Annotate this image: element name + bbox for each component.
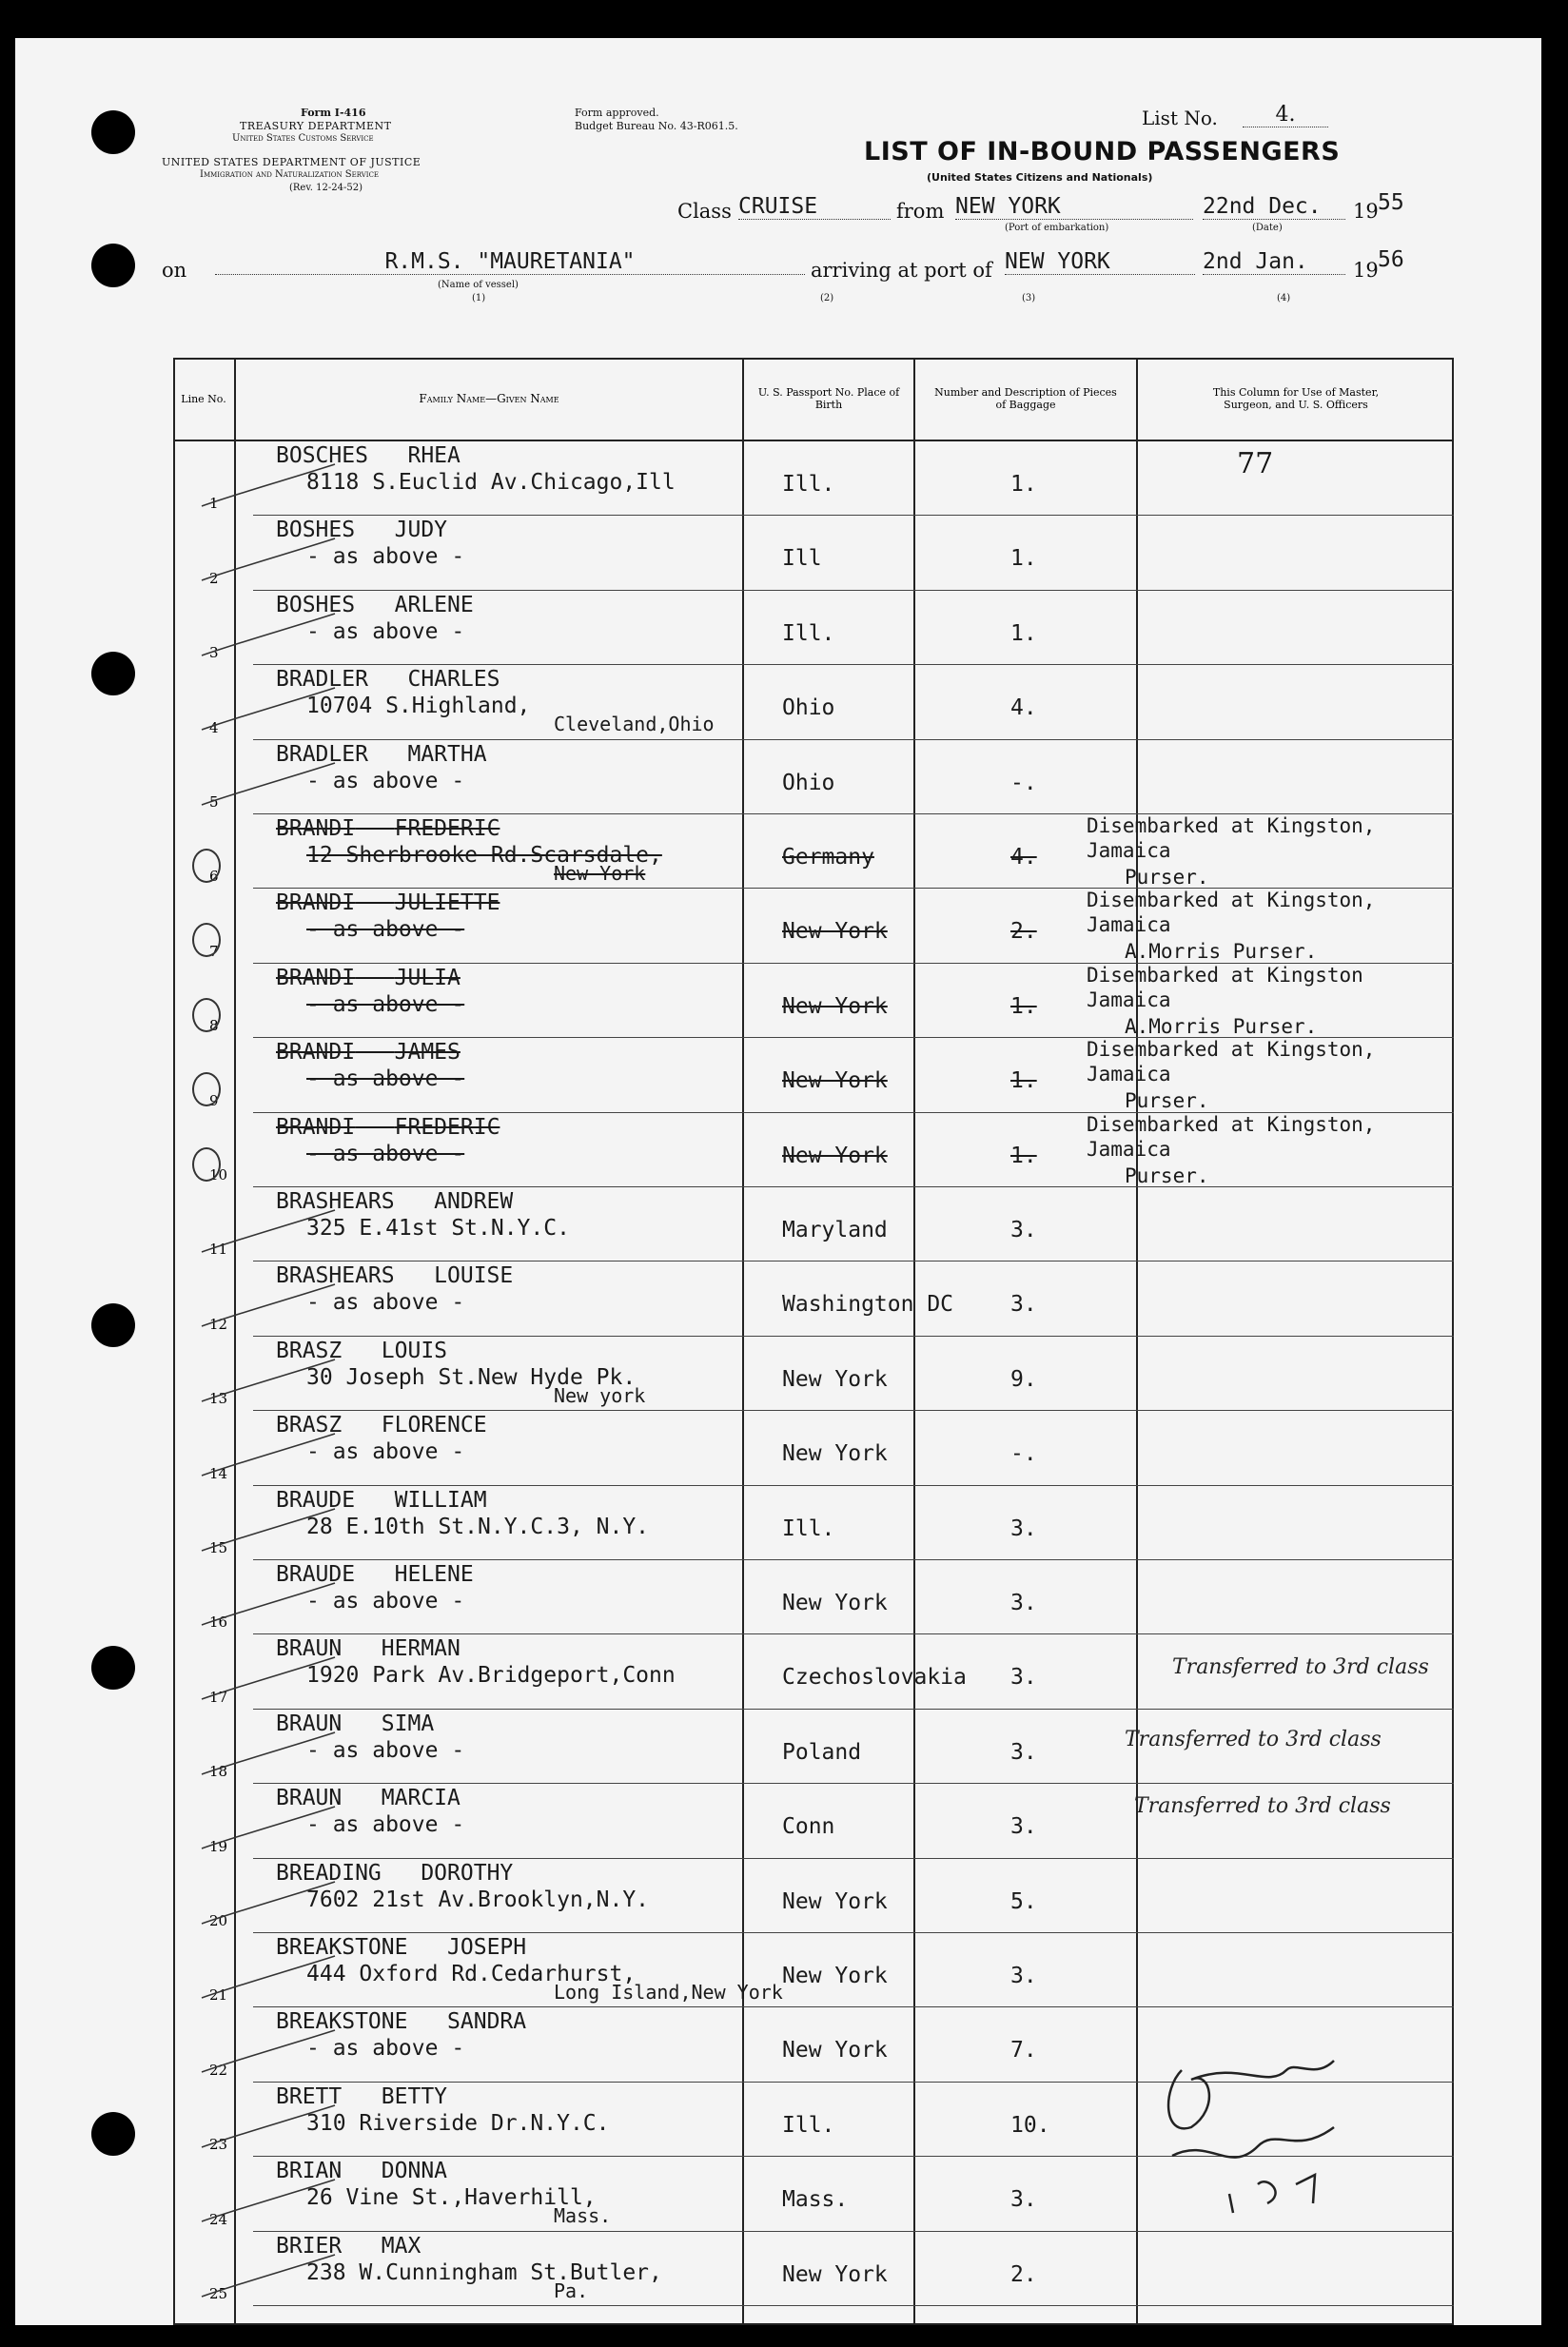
family-name: BRASHEARS — [276, 1263, 395, 1289]
family-name: BRANDI — [276, 890, 356, 916]
baggage-count: 1. — [1010, 620, 1037, 646]
baggage-count: 3. — [1010, 1964, 1037, 1988]
officer-note-2: Jamaica — [1087, 988, 1171, 1011]
header-line-no: Line No. — [181, 392, 226, 405]
given-name: MARTHA — [407, 741, 487, 767]
baggage-count: 1. — [1010, 993, 1037, 1019]
given-name: HELENE — [394, 1562, 474, 1587]
officer-note: Disembarked at Kingston, — [1087, 1112, 1376, 1136]
address-line: - as above - — [306, 991, 465, 1017]
circle-mark — [192, 998, 221, 1035]
officer-note-2: Jamaica — [1087, 839, 1171, 862]
passenger-table — [173, 358, 1454, 2325]
col-2-marker: (2) — [820, 293, 834, 303]
given-name: FREDERIC — [394, 816, 500, 841]
year-prefix-1: 19 — [1353, 200, 1379, 223]
officer-note: Disembarked at Kingston, — [1087, 814, 1376, 837]
line-number: 24 — [209, 2210, 228, 2228]
given-name: CHARLES — [407, 667, 500, 693]
vessel-name-label: (Name of vessel) — [438, 280, 519, 290]
given-name: JAMES — [394, 1040, 461, 1066]
check-mark — [192, 1644, 344, 1711]
from-port-value: NEW YORK — [955, 194, 1193, 220]
line-number: 6 — [209, 868, 219, 886]
address-line: - as above - — [306, 768, 465, 793]
table-row — [173, 1038, 1454, 1112]
check-mark — [192, 1496, 344, 1562]
date-label: (Date) — [1252, 223, 1283, 233]
officer-note-3: Purser. — [1125, 1164, 1209, 1187]
check-mark — [192, 2241, 344, 2308]
place-of-birth: Ohio — [782, 770, 835, 795]
family-name: BRANDI — [276, 965, 356, 990]
family-name: BRAUDE — [276, 1487, 356, 1513]
manifest-sheet — [15, 38, 1541, 2325]
header-passport: U. S. Passport No. Place of Birth — [757, 386, 900, 411]
given-name: MAX — [381, 2233, 421, 2259]
passenger-name — [276, 1040, 461, 1065]
baggage-count: 3. — [1010, 1739, 1037, 1765]
line-number: 20 — [209, 1911, 228, 1929]
place-of-birth: New York — [782, 1964, 888, 1988]
family-name: BRAUN — [276, 1711, 343, 1736]
arrival-port-value: NEW YORK — [1005, 249, 1195, 275]
address-line: - as above - — [306, 1439, 465, 1465]
col-4-marker: (4) — [1277, 293, 1291, 303]
on-label: on — [162, 259, 187, 282]
address-line: - as above - — [306, 1290, 465, 1316]
baggage-count: 4. — [1010, 845, 1037, 870]
address-line: 310 Riverside Dr.N.Y.C. — [306, 2110, 610, 2136]
address-line: - as above - — [306, 2036, 465, 2062]
vessel-name: R.M.S. "MAURETANIA" — [215, 249, 805, 275]
address-line: - as above - — [306, 544, 465, 570]
given-name: DOROTHY — [421, 1860, 514, 1886]
given-name: HERMAN — [381, 1636, 461, 1662]
baggage-count: -. — [1010, 770, 1037, 795]
officer-note-2: Jamaica — [1087, 913, 1171, 937]
line-number: 15 — [209, 1538, 228, 1556]
baggage-count: 4. — [1010, 695, 1037, 721]
treasury-department: TREASURY DEPARTMENT — [240, 120, 392, 132]
baggage-count: 1. — [1010, 1143, 1037, 1168]
address-line: 8118 S.Euclid Av.Chicago,Ill — [306, 470, 676, 495]
baggage-count: 3. — [1010, 1292, 1037, 1318]
line-number: 8 — [209, 1017, 219, 1035]
place-of-birth: New York — [782, 1591, 888, 1615]
address-line: - as above - — [306, 618, 465, 644]
family-name: BRIAN — [276, 2159, 343, 2184]
check-mark — [192, 1719, 344, 1786]
given-name: ANDREW — [434, 1189, 514, 1214]
family-name: BRAUN — [276, 1636, 343, 1662]
place-of-birth: Conn — [782, 1814, 835, 1840]
place-of-birth: Ill — [782, 546, 822, 572]
header-baggage: Number and Description of Pieces of Baggage — [934, 386, 1117, 411]
family-name: BRASZ — [276, 1338, 343, 1363]
revision-date: (Rev. 12-24-52) — [289, 183, 363, 193]
punch-hole — [91, 1646, 135, 1690]
form-number: Form I-416 — [301, 107, 366, 119]
baggage-count: 1. — [1010, 472, 1037, 497]
header-officers: This Column for Use of Master, Surgeon, and U. S. Officers — [1212, 386, 1380, 411]
baggage-count: -. — [1010, 1441, 1037, 1467]
line-number: 16 — [209, 1614, 228, 1632]
family-name: BRANDI — [276, 816, 356, 841]
year-suffix-2: 56 — [1378, 247, 1404, 272]
year-suffix-1: 55 — [1378, 190, 1404, 215]
check-mark — [192, 1346, 344, 1413]
line-number: 14 — [209, 1464, 228, 1482]
port-embarkation-label: (Port of embarkation) — [1005, 223, 1109, 233]
address-line-2: Mass. — [554, 2204, 612, 2228]
officer-note: Disembarked at Kingston — [1087, 963, 1363, 987]
check-mark — [192, 525, 344, 592]
address-line: 12 Sherbrooke Rd.Scarsdale, — [306, 843, 662, 868]
check-mark — [192, 1793, 344, 1860]
circle-mark — [192, 849, 221, 886]
line-number: 10 — [209, 1165, 228, 1183]
baggage-count: 7. — [1010, 2038, 1037, 2063]
year-prefix-2: 19 — [1353, 259, 1379, 282]
ins-label: Immigration and Naturalization Service — [200, 169, 380, 180]
officer-note-3: A.Morris Purser. — [1125, 940, 1318, 964]
table-row — [173, 516, 1454, 590]
given-name: JULIETTE — [394, 890, 500, 916]
baggage-count: 3. — [1010, 1218, 1037, 1242]
family-name: BRANDI — [276, 1040, 356, 1066]
class-label: Class — [677, 200, 732, 223]
officer-note: Disembarked at Kingston, — [1087, 889, 1376, 912]
place-of-birth: New York — [782, 919, 888, 945]
punch-hole — [91, 652, 135, 695]
family-name: BOSCHES — [276, 443, 368, 468]
form-approved: Form approved. — [575, 107, 659, 119]
document-subtitle: (United States Citizens and Nationals) — [927, 171, 1153, 184]
circle-mark — [192, 1072, 221, 1106]
check-mark — [192, 2166, 344, 2233]
line-number: 5 — [209, 792, 219, 811]
family-name: BRADLER — [276, 741, 368, 767]
table-row — [173, 1187, 1454, 1262]
given-name: FREDERIC — [394, 1114, 500, 1140]
check-mark — [192, 1271, 344, 1338]
baggage-count: 3. — [1010, 1516, 1037, 1541]
arrival-date: 2nd Jan. — [1203, 249, 1345, 275]
table-row — [173, 1337, 1454, 1411]
given-name: LOUISE — [434, 1263, 514, 1289]
place-of-birth: New York — [782, 1441, 888, 1467]
given-name: ARLENE — [394, 592, 474, 617]
place-of-birth: New York — [782, 993, 888, 1019]
address-line: 325 E.41st St.N.Y.C. — [306, 1216, 570, 1241]
address-line-2: New York — [554, 862, 646, 885]
table-row — [173, 441, 1454, 516]
table-row — [173, 2232, 1454, 2306]
address-line: 26 Vine St.,Haverhill, — [306, 2185, 597, 2211]
table-row — [173, 1560, 1454, 1634]
line-number: 3 — [209, 644, 219, 662]
check-mark — [192, 1943, 344, 2009]
given-name: RHEA — [407, 443, 461, 468]
line-number: 1 — [209, 495, 219, 513]
line-number: 21 — [209, 1986, 228, 2005]
address-line-2: Cleveland,Ohio — [554, 713, 715, 736]
given-name: BETTY — [381, 2083, 448, 2109]
address-line-2: Pa. — [554, 2279, 589, 2302]
check-mark — [192, 2092, 344, 2159]
place-of-birth: New York — [782, 1068, 888, 1094]
check-mark — [192, 2017, 344, 2083]
place-of-birth: Maryland — [782, 1218, 888, 1242]
address-line: - as above - — [306, 1066, 465, 1092]
given-name: DONNA — [381, 2159, 448, 2184]
class-value: CRUISE — [738, 194, 891, 220]
customs-service: United States Customs Service — [232, 133, 374, 144]
col-3-marker: (3) — [1022, 293, 1036, 303]
family-name: BRIER — [276, 2233, 343, 2259]
address-line: - as above - — [306, 1141, 465, 1166]
line-number: 12 — [209, 1315, 228, 1333]
baggage-count: 1. — [1010, 1068, 1037, 1094]
table-row — [173, 1411, 1454, 1485]
col-1-marker: (1) — [472, 293, 486, 303]
family-name: BOSHES — [276, 518, 356, 543]
family-name: BRAUN — [276, 1786, 343, 1811]
address-line: - as above - — [306, 917, 465, 943]
address-line: - as above - — [306, 1737, 465, 1763]
punch-hole — [91, 2112, 135, 2156]
officer-note-2: Jamaica — [1087, 1063, 1171, 1086]
address-line: - as above - — [306, 1589, 465, 1614]
address-line: - as above - — [306, 1812, 465, 1838]
line-number: 23 — [209, 2136, 228, 2154]
address-line: 30 Joseph St.New Hyde Pk. — [306, 1364, 637, 1390]
address-line: 238 W.Cunningham St.Butler, — [306, 2259, 662, 2285]
table-row — [173, 740, 1454, 814]
given-name: SANDRA — [447, 2009, 527, 2035]
list-no-value: 4. — [1243, 103, 1328, 127]
arriving-label: arriving at port of — [811, 259, 992, 282]
line-number: 9 — [209, 1091, 219, 1109]
line-number: 13 — [209, 1390, 228, 1408]
place-of-birth: Germany — [782, 845, 874, 870]
line-number: 7 — [209, 942, 219, 960]
transfer-note-17: Transferred to 3rd class — [1172, 1655, 1429, 1679]
table-row — [173, 964, 1454, 1038]
from-label: from — [896, 200, 945, 223]
address-line: 1920 Park Av.Bridgeport,Conn — [306, 1663, 676, 1689]
baggage-count: 5. — [1010, 1888, 1037, 1914]
baggage-count: 3. — [1010, 1665, 1037, 1691]
passenger-name — [276, 816, 500, 841]
table-row — [173, 1486, 1454, 1560]
baggage-count: 2. — [1010, 919, 1037, 945]
check-mark — [192, 451, 344, 518]
place-of-birth: New York — [782, 1366, 888, 1392]
family-name: BOSHES — [276, 592, 356, 617]
line-number: 19 — [209, 1837, 228, 1855]
passenger-name — [276, 966, 461, 990]
given-name: WILLIAM — [394, 1487, 487, 1513]
budget-bureau: Budget Bureau No. 43-R061.5. — [575, 120, 738, 132]
given-name: JUDY — [394, 518, 448, 543]
check-mark — [192, 1420, 344, 1487]
punch-hole — [91, 110, 135, 154]
family-name: BREADING — [276, 1860, 382, 1886]
table-row — [173, 1262, 1454, 1336]
officer-note-3: A.Morris Purser. — [1125, 1014, 1318, 1038]
place-of-birth: Poland — [782, 1739, 862, 1765]
family-name: BRETT — [276, 2083, 343, 2109]
family-name: BRAUDE — [276, 1562, 356, 1587]
address-line: 444 Oxford Rd.Cedarhurst, — [306, 1962, 637, 1986]
table-row — [173, 1113, 1454, 1187]
line-number: 2 — [209, 569, 219, 587]
departure-date: 22nd Dec. — [1203, 194, 1345, 220]
given-name: JOSEPH — [447, 1935, 527, 1960]
officer-note: Disembarked at Kingston, — [1087, 1038, 1376, 1062]
baggage-count: 3. — [1010, 1814, 1037, 1840]
place-of-birth: Ill. — [782, 1516, 835, 1541]
address-line-2: Long Island,New York — [554, 1981, 783, 2004]
place-of-birth: Czechoslovakia — [782, 1665, 967, 1691]
check-mark — [192, 675, 344, 741]
line-number: 4 — [209, 718, 219, 736]
passenger-name — [276, 1115, 500, 1140]
place-of-birth: New York — [782, 2038, 888, 2063]
table-row — [173, 1933, 1454, 2007]
baggage-count: 9. — [1010, 1366, 1037, 1392]
header-family-name: Family Name—Given Name — [419, 391, 559, 405]
place-of-birth: Ill. — [782, 472, 835, 497]
given-name: SIMA — [381, 1711, 435, 1736]
table-row — [173, 1859, 1454, 1933]
transfer-note-18: Transferred to 3rd class — [1125, 1728, 1382, 1751]
check-mark — [192, 1570, 344, 1636]
officer-note-3: Purser. — [1125, 866, 1209, 889]
place-of-birth: New York — [782, 2261, 888, 2287]
baggage-count: 3. — [1010, 2187, 1037, 2213]
list-no-label: List No. — [1142, 107, 1218, 129]
given-name: FLORENCE — [381, 1413, 487, 1438]
family-name: BRADLER — [276, 667, 368, 693]
place-of-birth: Mass. — [782, 2187, 849, 2213]
punch-hole — [91, 244, 135, 287]
line-number: 11 — [209, 1241, 228, 1259]
department-of-justice: UNITED STATES DEPARTMENT OF JUSTICE — [162, 156, 421, 168]
place-of-birth: Ohio — [782, 695, 835, 721]
document-title: LIST OF IN-BOUND PASSENGERS — [864, 137, 1341, 166]
place-of-birth: Washington DC — [782, 1292, 954, 1318]
check-mark — [192, 1868, 344, 1935]
examiner-signature — [1153, 2032, 1362, 2222]
family-name: BREAKSTONE — [276, 1935, 408, 1960]
check-mark — [192, 600, 344, 667]
officer-note-2: Jamaica — [1087, 1137, 1171, 1161]
table-row — [173, 814, 1454, 889]
officer-note-3: Purser. — [1125, 1089, 1209, 1113]
punch-hole — [91, 1303, 135, 1347]
table-row — [173, 665, 1454, 739]
check-mark — [192, 750, 344, 816]
family-name: BRASHEARS — [276, 1189, 395, 1214]
table-row — [173, 889, 1454, 963]
given-name: MARCIA — [381, 1786, 461, 1811]
address-line-2: New york — [554, 1383, 646, 1407]
corner-mark: 77 — [1237, 447, 1274, 480]
given-name: JULIA — [394, 965, 461, 990]
address-line: 7602 21st Av.Brooklyn,N.Y. — [306, 1887, 650, 1912]
check-mark — [192, 1197, 344, 1263]
given-name: LOUIS — [381, 1338, 448, 1363]
baggage-count: 2. — [1010, 2261, 1037, 2287]
address-line: 10704 S.Highland, — [306, 694, 531, 719]
line-number: 22 — [209, 2061, 228, 2079]
line-number: 25 — [209, 2284, 228, 2302]
transfer-note-19: Transferred to 3rd class — [1134, 1794, 1391, 1818]
family-name: BREAKSTONE — [276, 2009, 408, 2035]
family-name: BRASZ — [276, 1413, 343, 1438]
baggage-count: 10. — [1010, 2112, 1050, 2138]
table-row — [173, 591, 1454, 665]
line-number: 18 — [209, 1763, 228, 1781]
line-number: 17 — [209, 1688, 228, 1706]
circle-mark — [192, 1147, 221, 1182]
family-name: BRANDI — [276, 1114, 356, 1140]
passenger-name — [276, 890, 500, 915]
baggage-count: 3. — [1010, 1591, 1037, 1615]
place-of-birth: Ill. — [782, 620, 835, 646]
address-line: 28 E.10th St.N.Y.C.3, N.Y. — [306, 1514, 650, 1539]
place-of-birth: New York — [782, 1143, 888, 1168]
place-of-birth: New York — [782, 1888, 888, 1914]
place-of-birth: Ill. — [782, 2112, 835, 2138]
baggage-count: 1. — [1010, 546, 1037, 572]
